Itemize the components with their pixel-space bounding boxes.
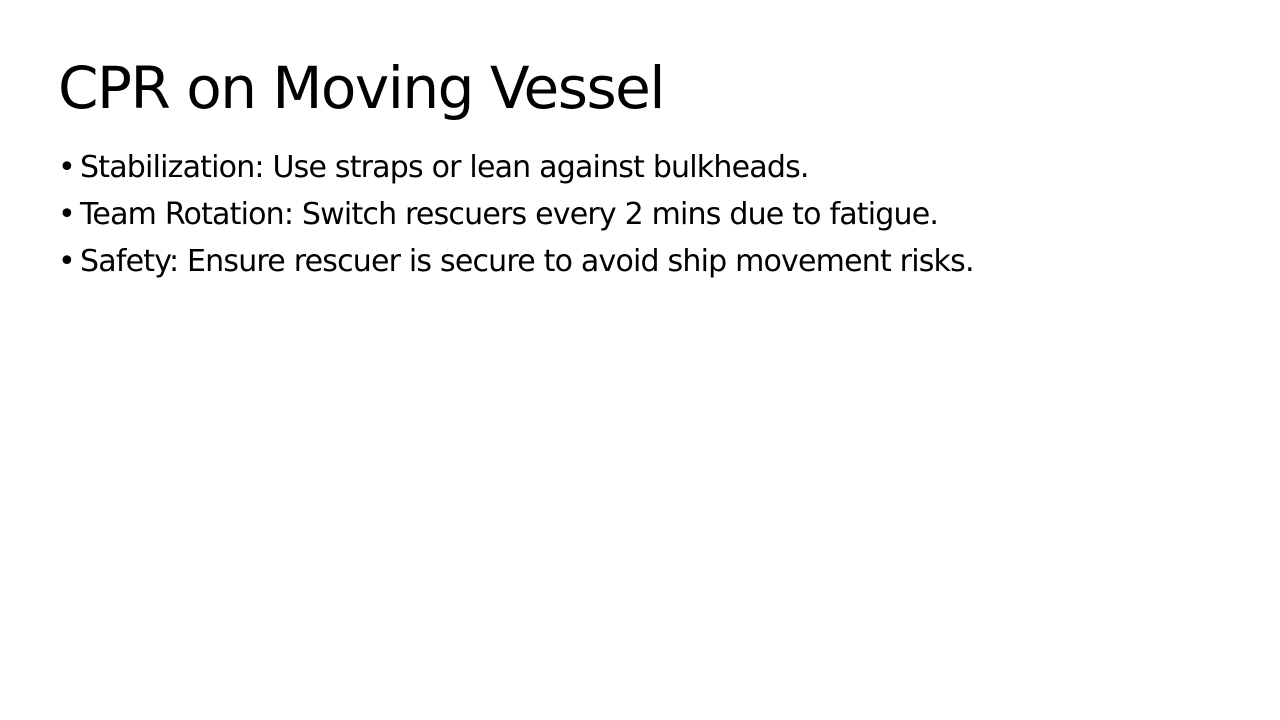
bullet-item-safety: [58, 238, 1222, 285]
bullet-text: Team Rotation: Switch rescuers every 2 mins due to fatigue.: [80, 197, 939, 232]
bullet-text: Stabilization: Use straps or lean against bulkheads.: [80, 150, 809, 185]
bullet-item-stabilization: [58, 144, 1222, 191]
bullet-list: [58, 144, 1222, 285]
bullet-dot-icon: •: [58, 244, 75, 279]
slide-title: CPR on Moving Vessel: [58, 54, 664, 122]
bullet-text: Safety: Ensure rescuer is secure to avoid ship movement risks.: [80, 244, 974, 279]
bullet-dot-icon: •: [58, 150, 75, 185]
bullet-dot-icon: •: [58, 197, 75, 232]
bullet-item-team-rotation: [58, 191, 1222, 238]
